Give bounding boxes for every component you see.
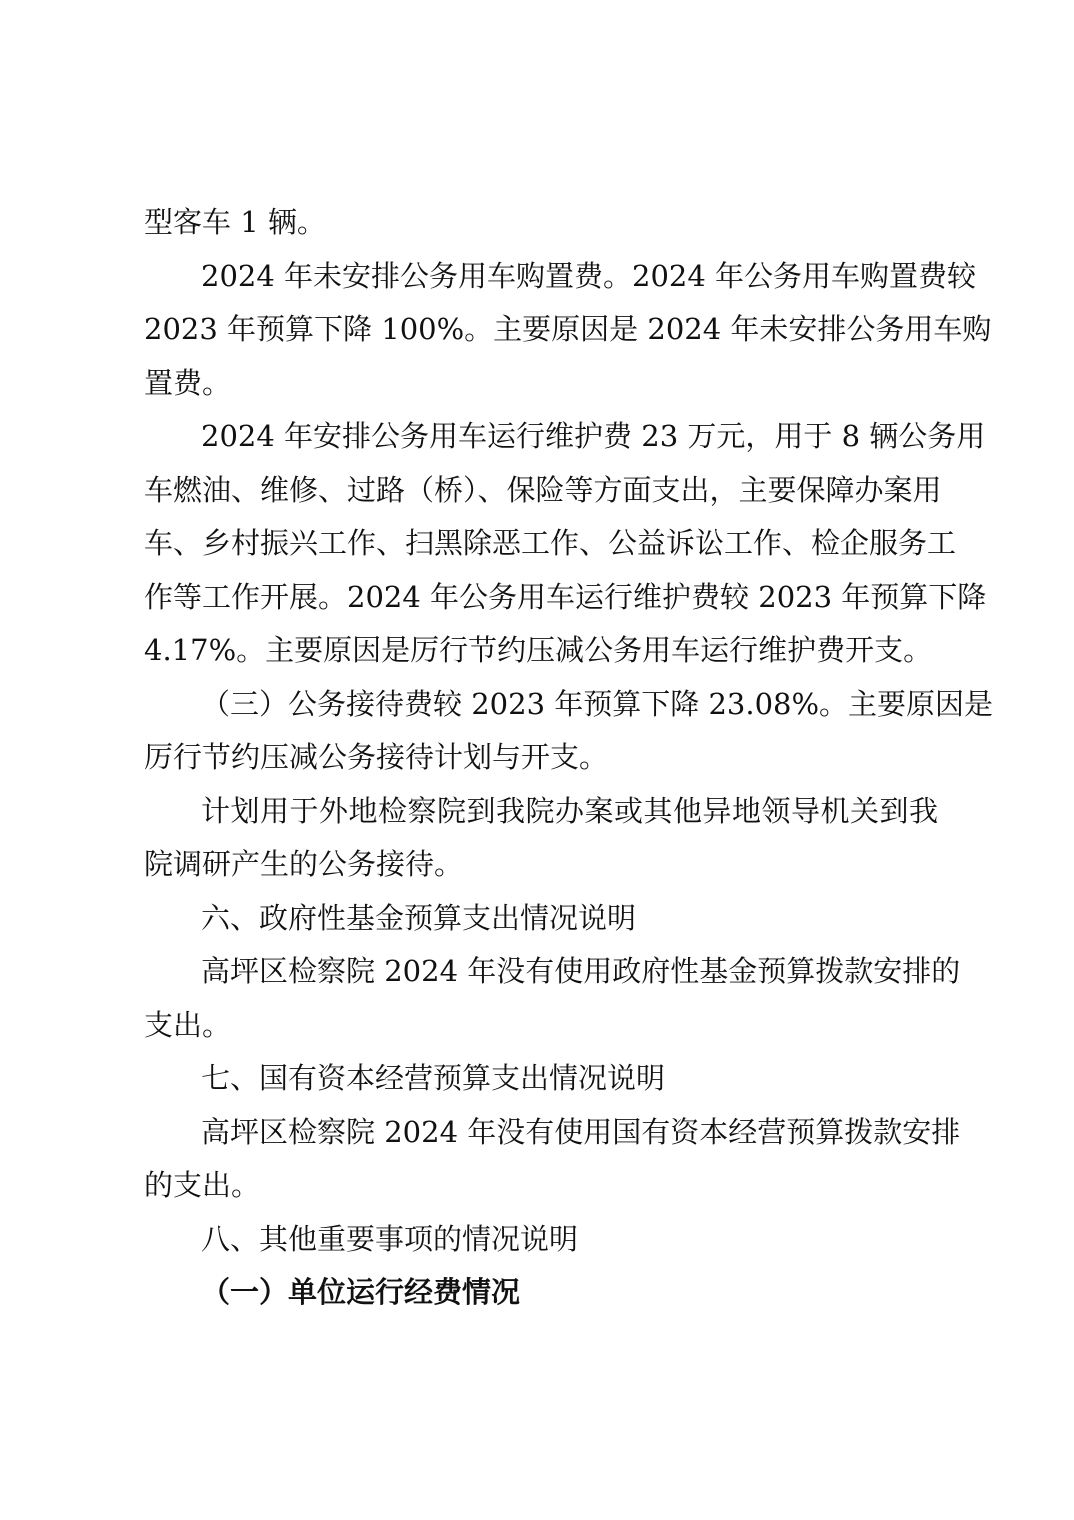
paragraph-line: 置费。 <box>144 366 232 400</box>
paragraph-line: 2024 年未安排公务用车购置费。2024 年公务用车购置费较 <box>201 259 977 293</box>
paragraph-line: 院调研产生的公务接待。 <box>144 847 464 881</box>
paragraph-line: 支出。 <box>144 1008 232 1042</box>
paragraph-line: 高坪区检察院 2024 年没有使用政府性基金预算拨款安排的 <box>201 954 961 988</box>
paragraph-line: 作等工作开展。2024 年公务用车运行维护费较 2023 年预算下降 <box>144 580 987 614</box>
paragraph-line: （三）公务接待费较 2023 年预算下降 23.08%。主要原因是 <box>201 687 994 721</box>
paragraph-line: 型客车 1 辆。 <box>144 205 326 239</box>
paragraph-line: 2024 年安排公务用车运行维护费 23 万元，用于 8 辆公务用 <box>201 419 986 453</box>
paragraph-line: 计划用于外地检察院到我院办案或其他异地领导机关到我 <box>201 794 938 828</box>
section-heading: 六、政府性基金预算支出情况说明 <box>201 901 637 935</box>
paragraph-line: 厉行节约压减公务接待计划与开支。 <box>144 740 609 774</box>
paragraph-line: 的支出。 <box>144 1168 261 1202</box>
paragraph-line: 高坪区检察院 2024 年没有使用国有资本经营预算拨款安排 <box>201 1115 961 1149</box>
section-heading: 八、其他重要事项的情况说明 <box>201 1222 579 1256</box>
paragraph-line: 车燃油、维修、过路（桥）、保险等方面支出，主要保障办案用 <box>144 473 942 507</box>
paragraph-line: 车、乡村振兴工作、扫黑除恶工作、公益诉讼工作、检企服务工 <box>144 526 957 560</box>
paragraph-line: 4.17%。主要原因是厉行节约压减公务用车运行维护费开支。 <box>144 633 933 667</box>
section-heading: 七、国有资本经营预算支出情况说明 <box>201 1061 666 1095</box>
paragraph-line: 2023 年预算下降 100%。主要原因是 2024 年未安排公务用车购 <box>144 312 992 346</box>
subsection-heading: （一）单位运行经费情况 <box>201 1275 521 1309</box>
